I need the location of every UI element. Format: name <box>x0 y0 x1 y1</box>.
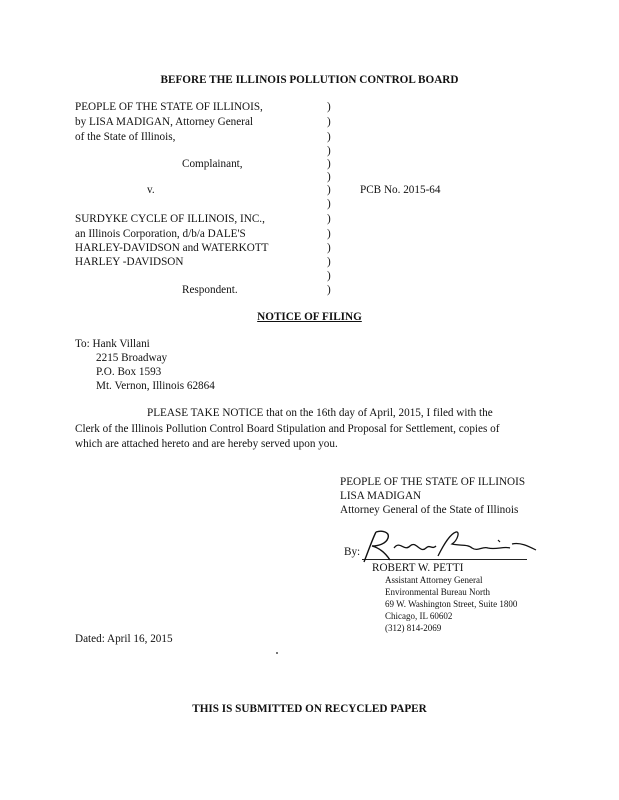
by-label: By: <box>344 546 361 558</box>
caption-parenthesis: ) <box>327 270 331 282</box>
body-line-1: PLEASE TAKE NOTICE that on the 16th day of April, 2015, I filed with the <box>147 407 493 419</box>
caption-parenthesis: ) <box>327 242 331 254</box>
complainant-line-2: by LISA MADIGAN, Attorney General <box>75 116 254 128</box>
notice-heading: NOTICE OF FILING <box>257 311 362 323</box>
complainant-label: Complainant, <box>182 158 243 170</box>
signature-party-line-2: LISA MADIGAN <box>340 490 422 502</box>
respondent-line-1: SURDYKE CYCLE OF ILLINOIS, INC., <box>75 213 265 225</box>
dated-line: Dated: April 16, 2015 <box>75 633 173 645</box>
complainant-line-1: PEOPLE OF THE STATE OF ILLINOIS, <box>75 101 263 113</box>
signer-detail-5: (312) 814-2069 <box>385 623 442 633</box>
caption-parenthesis: ) <box>327 116 331 128</box>
signature-party-line-1: PEOPLE OF THE STATE OF ILLINOIS <box>340 476 526 488</box>
respondent-line-2: an Illinois Corporation, d/b/a DALE'S <box>75 228 246 240</box>
document-title: BEFORE THE ILLINOIS POLLUTION CONTROL BOARD <box>160 74 459 86</box>
signer-detail-4: Chicago, IL 60602 <box>385 611 453 621</box>
recipient-to: To: Hank Villani <box>75 338 150 350</box>
signature-party-line-3: Attorney General of the State of Illinois <box>340 504 519 516</box>
caption-parenthesis: ) <box>327 256 331 268</box>
recycled-paper-footer: THIS IS SUBMITTED ON RECYCLED PAPER <box>192 703 427 715</box>
caption-parenthesis: ) <box>327 198 331 210</box>
caption-parenthesis: ) <box>327 158 331 170</box>
caption-parenthesis: ) <box>327 145 331 157</box>
caption-parenthesis: ) <box>327 184 331 196</box>
caption-parenthesis: ) <box>327 228 331 240</box>
signer-detail-3: 69 W. Washington Street, Suite 1800 <box>385 599 518 609</box>
signer-name: ROBERT W. PETTI <box>372 562 464 574</box>
versus-label: v. <box>147 184 155 196</box>
respondent-label: Respondent. <box>182 284 238 296</box>
handwritten-signature <box>360 526 540 566</box>
signer-detail-2: Environmental Bureau North <box>385 587 490 597</box>
caption-parenthesis: ) <box>327 213 331 225</box>
caption-parenthesis: ) <box>327 171 331 183</box>
recipient-address-line-1: 2215 Broadway <box>96 352 168 364</box>
caption-parenthesis: ) <box>327 284 331 296</box>
caption-parenthesis: ) <box>327 131 331 143</box>
complainant-line-3: of the State of Illinois, <box>75 131 176 143</box>
body-line-2: Clerk of the Illinois Pollution Control Board Stipulation and Proposal for Settlement, copies of <box>75 423 500 435</box>
body-line-3: which are attached hereto and are hereby served upon you. <box>75 438 338 450</box>
recipient-address-line-2: P.O. Box 1593 <box>96 366 162 378</box>
scan-speck <box>276 652 278 654</box>
respondent-line-4: HARLEY -DAVIDSON <box>75 256 184 268</box>
recipient-address-line-3: Mt. Vernon, Illinois 62864 <box>96 380 215 392</box>
case-number: PCB No. 2015-64 <box>360 184 441 196</box>
signer-detail-1: Assistant Attorney General <box>385 575 483 585</box>
caption-parenthesis: ) <box>327 101 331 113</box>
respondent-line-3: HARLEY-DAVIDSON and WATERKOTT <box>75 242 269 254</box>
